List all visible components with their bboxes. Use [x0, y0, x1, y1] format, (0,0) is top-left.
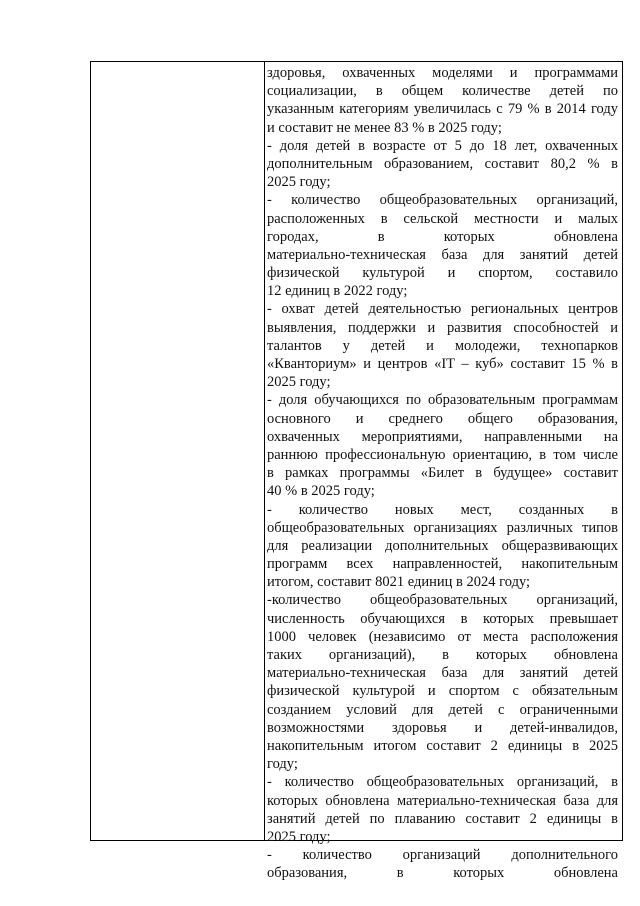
text-line: талантов у детей и молодежи, технопарков	[267, 337, 618, 354]
text-line: - количество общеобразовательных организаций,	[267, 192, 618, 209]
text-line: 40 % в 2025 году;	[267, 483, 375, 500]
text-line: - количество общеобразовательных организаций, в	[267, 774, 618, 791]
text-line: и составит не менее 83 % в 2025 году;	[267, 119, 502, 136]
text-line: итогом, составит 8021 единиц в 2024 году;	[267, 574, 531, 591]
text-line: 2025 году;	[267, 828, 331, 845]
text-line: программ всех направленностей, накопительным	[267, 556, 618, 573]
text-line: здоровья, охваченных моделями и программами	[267, 65, 618, 81]
text-line: 1000 человек (независимо от места расположения	[267, 628, 618, 645]
text-line: образования, в которых обновлена	[267, 865, 618, 882]
text-line: -количество общеобразовательных организаций,	[267, 592, 618, 609]
column-divider	[264, 62, 265, 840]
text-line: для реализации дополнительных общеразвивающих	[267, 537, 618, 554]
text-line: материально-техническая база для занятий детей	[267, 665, 618, 682]
text-line: созданием условий для детей с ограниченными	[267, 701, 618, 718]
text-line: материально-техническая база для занятий детей	[267, 246, 618, 263]
text-line: общеобразовательных организациях различных типов	[267, 519, 618, 536]
text-line: - доля детей в возрасте от 5 до 18 лет, охваченных	[267, 137, 618, 154]
table-cell-right	[267, 64, 618, 882]
text-line: указанным категориям увеличилась с 79 % в 2014 году	[267, 101, 618, 118]
text-line: численность обучающихся в которых превышает	[267, 610, 618, 627]
text-line: основного и среднего общего образования,	[267, 410, 618, 427]
text-line: - охват детей деятельностью региональных центров	[267, 301, 618, 318]
text-line: физической культурой и спортом с обязательным	[267, 683, 618, 700]
document-table	[90, 61, 623, 882]
text-line: таких организаций), в которых обновлена	[267, 647, 618, 663]
text-line: раннюю профессиональную ориентацию, в том числе	[267, 446, 618, 463]
text-line: 2025 году;	[267, 174, 331, 191]
text-line: дополнительным образованием, составит 80,2 % в	[267, 155, 618, 172]
text-line: году;	[267, 756, 298, 773]
text-line: городах, в которых обновлена	[267, 228, 618, 245]
text-line: «Кванториум» и центров «IT – куб» составит 15 % в	[267, 356, 618, 372]
text-line: которых обновлена материально-техническая база для	[267, 792, 618, 809]
text-line: в рамках программы «Билет в будущее» составит	[267, 465, 618, 482]
text-line: выявления, поддержки и развития способностей и	[267, 319, 618, 336]
text-line: - количество новых мест, созданных в	[267, 501, 618, 518]
text-line: физической культурой и спортом, составило	[267, 265, 618, 282]
text-line: 2025 году;	[267, 374, 331, 391]
text-line: охваченных мероприятиями, направленными на	[267, 428, 618, 445]
text-line: - доля обучающихся по образовательным программам	[267, 392, 618, 409]
text-line: занятий детей по плаванию составит 2 единицы в	[267, 810, 618, 827]
text-line: - количество организаций дополнительного	[267, 847, 618, 864]
text-line: возможностями здоровья и детей-инвалидов,	[267, 719, 618, 736]
text-line: социализации, в общем количестве детей по	[267, 83, 618, 100]
text-line: накопительным итогом составит 2 единицы в 2025	[267, 737, 618, 754]
text-line: 12 единиц в 2022 году;	[267, 283, 408, 300]
text-line: расположенных в сельской местности и малых	[267, 210, 618, 227]
